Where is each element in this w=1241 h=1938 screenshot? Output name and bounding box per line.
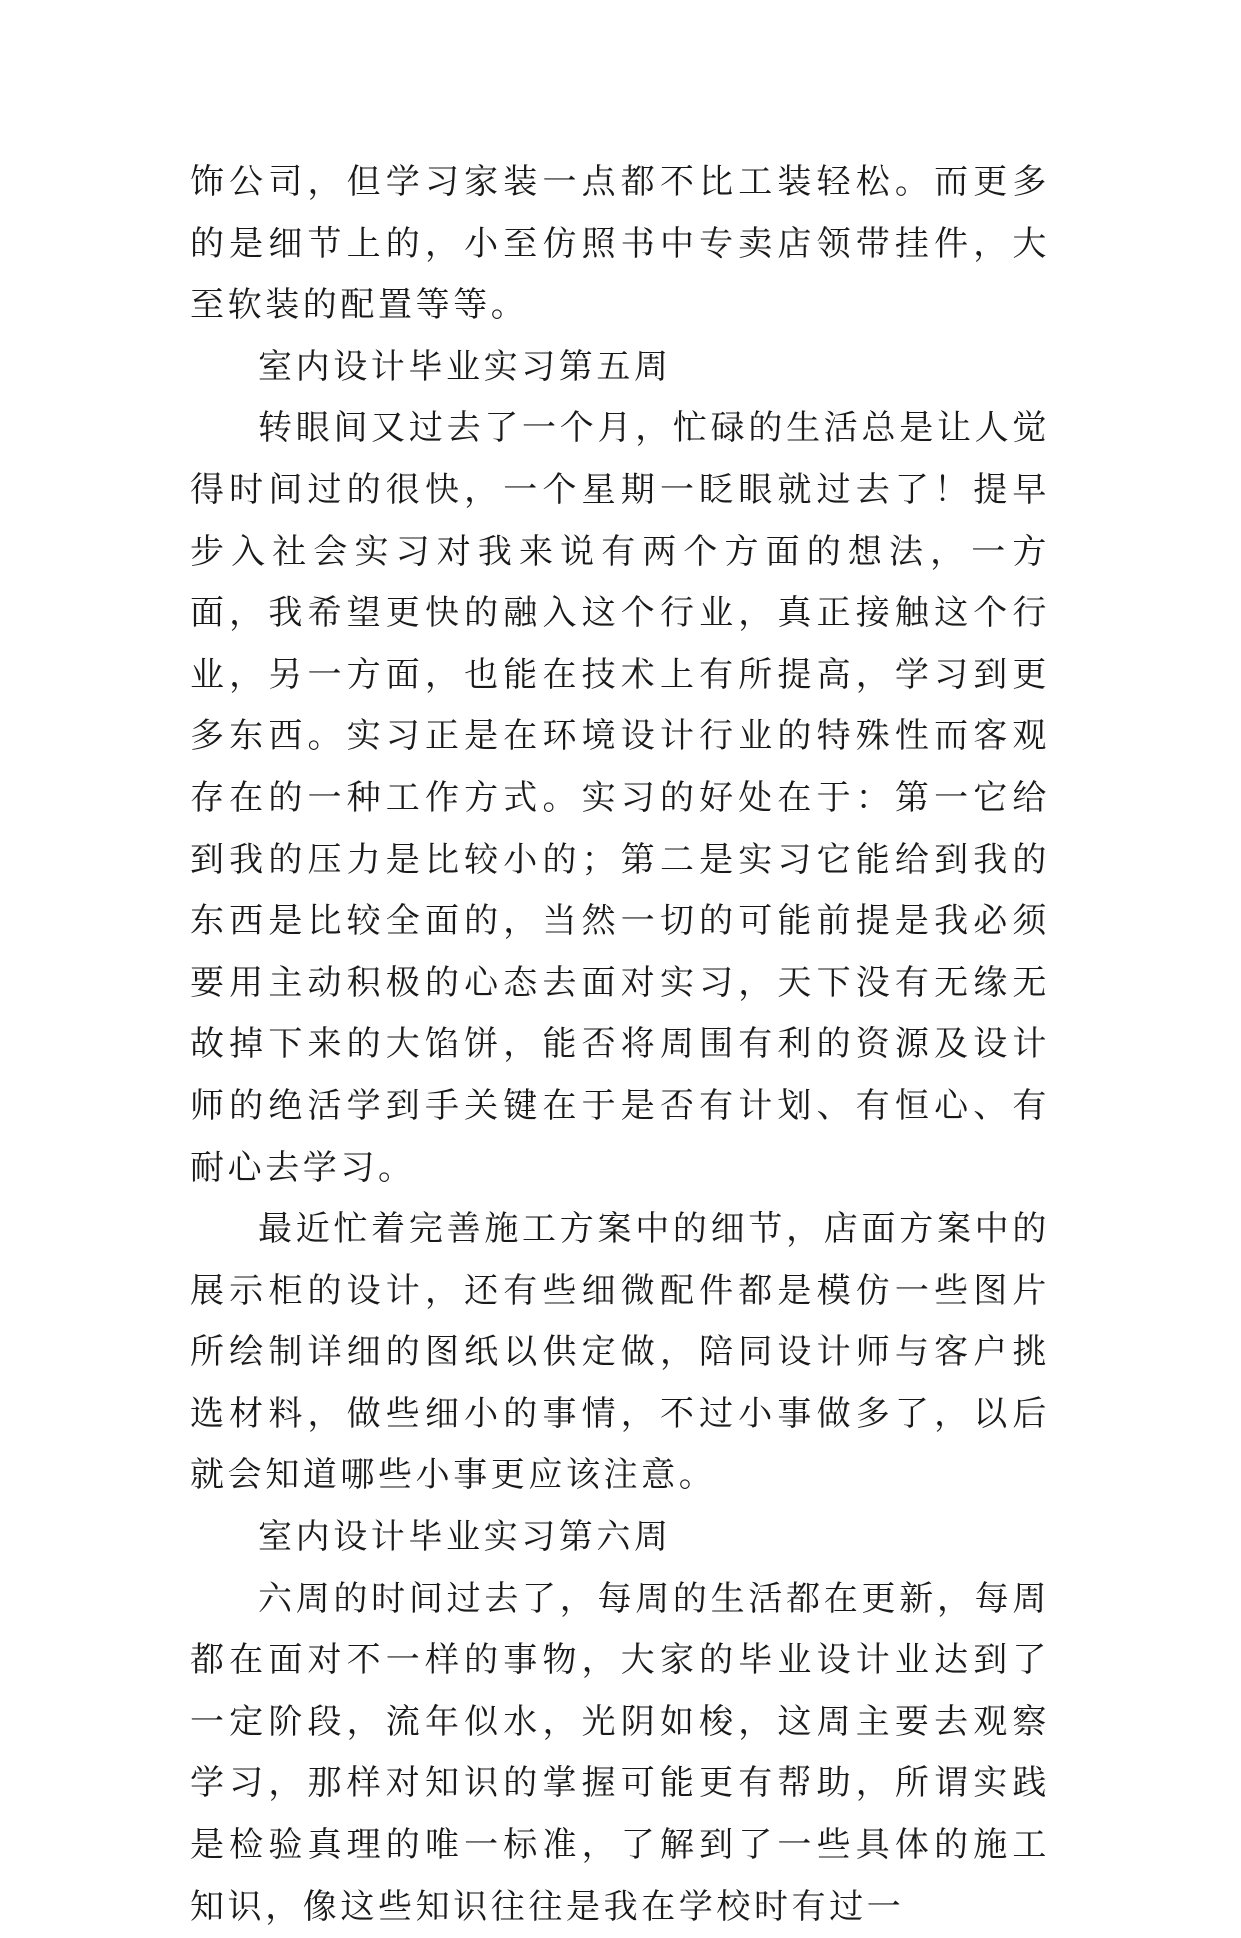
paragraph-week-5-intro: 转眼间又过去了一个月，忙碌的生活总是让人觉得时间过的很快，一个星期一眨眼就过去了！提早步入社会实习对我来说有两个方面的想法，一方面，我希望更快的融入这个行业，真正接触这个行业，另一方面，也能在技术上有所提高，学习到更多东西。实习正是在环境设计行业的特殊性而客观存在的一种工作方式。实习的好处在于：第一它给到我的压力是比较小的；第二是实习它能给到我的东西是比较全面的，当然一切的可能前提是我必须要用主动积极的心态去面对实习，天下没有无缘无故掉下来的大馅饼，能否将周围有利的资源及设计师的绝活学到手关键在于是否有计划、有恒心、有耐心去学习。 [190, 408, 1050, 1188]
paragraph-week-5-details: 最近忙着完善施工方案中的细节，店面方案中的展示柜的设计，还有些细微配件都是模仿一些图片所绘制详细的图纸以供定做，陪同设计师与客户挑选材料，做些细小的事情，不过小事做多了，以后就会知道哪些小事更应该注意。 [190, 1209, 1050, 1496]
paragraph-week-6-intro: 六周的时间过去了，每周的生活都在更新，每周都在面对不一样的事物，大家的毕业设计业达到了一定阶段，流年似水，光阴如梭，这周主要去观察学习，那样对知识的掌握可能更有帮助，所谓实践是检验真理的唯一标准，了解到了一些具体的施工知识，像这些知识往往是我在学校时有过一 [190, 1578, 1050, 1927]
paragraph-continuation: 饰公司，但学习家装一点都不比工装轻松。而更多的是细节上的，小至仿照书中专卖店领带挂件，大至软装的配置等等。 [190, 162, 1050, 326]
section-heading-week-5: 室内设计毕业实习第五周 [258, 346, 672, 387]
document-body [190, 152, 1050, 1938]
section-heading-week-6: 室内设计毕业实习第六周 [258, 1517, 672, 1558]
